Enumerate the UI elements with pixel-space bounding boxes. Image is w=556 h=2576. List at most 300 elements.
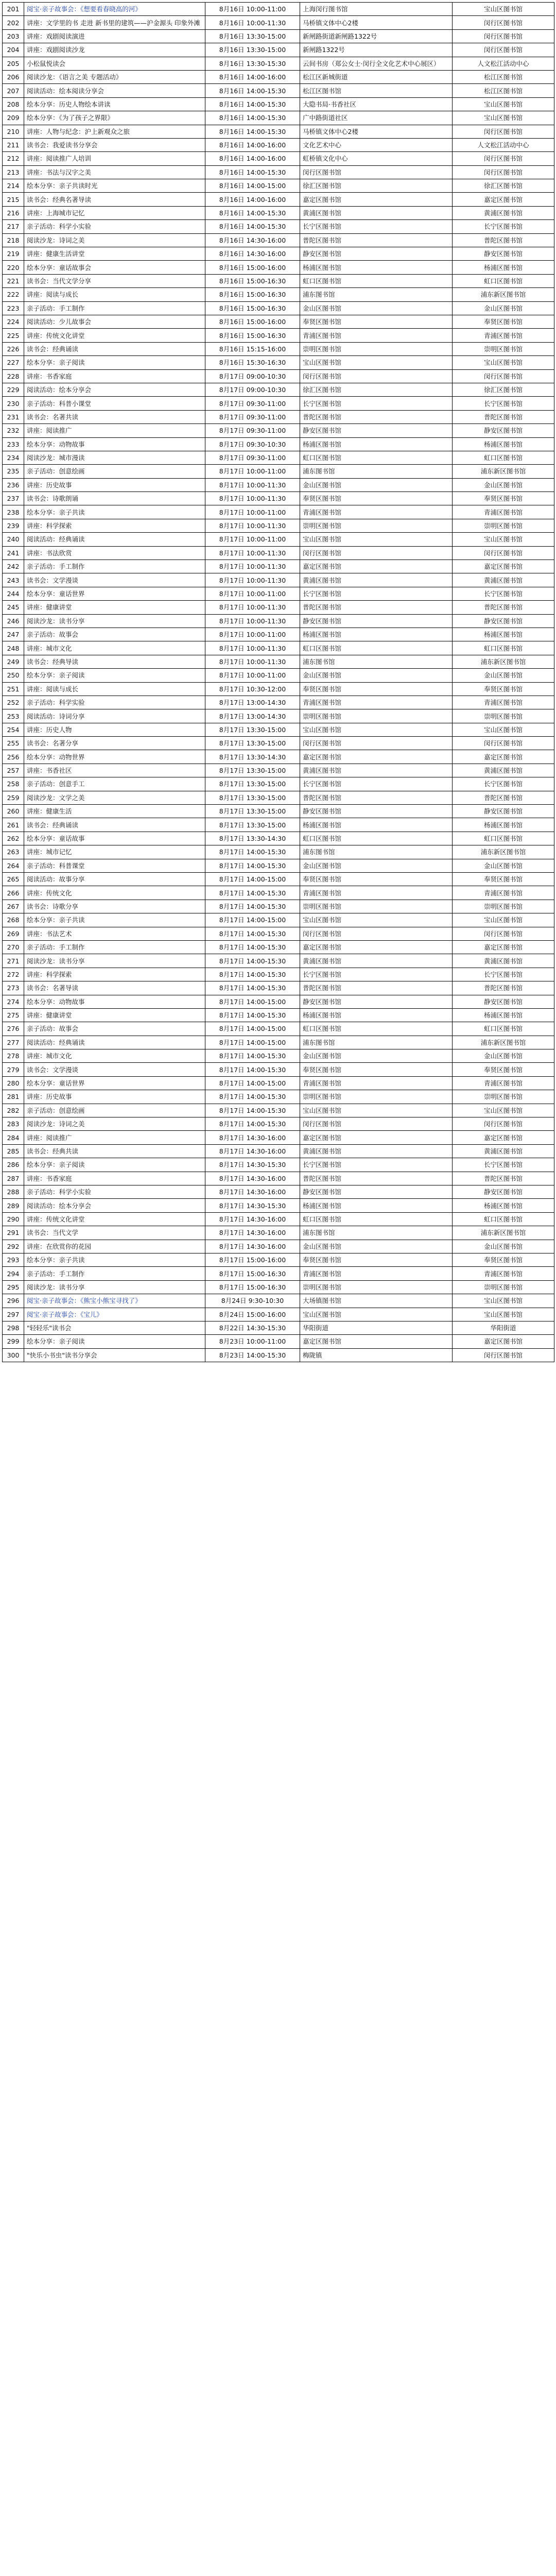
activity-title: 讲座：阅读与成长 <box>24 288 205 301</box>
activity-title: 绘本分享：童话故事 <box>24 832 205 845</box>
activity-title: 阅宝·亲子故事会：《想要看春晓高的河》 <box>24 3 205 16</box>
table-row <box>3 641 554 655</box>
activity-title: 阅读活动：经典诵读 <box>24 1036 205 1049</box>
organizer: 杨浦区图书馆 <box>453 818 554 832</box>
table-row <box>3 709 554 723</box>
row-number: 286 <box>3 1158 24 1172</box>
table-row <box>3 655 554 668</box>
activity-title: 讲座：历史人物 <box>24 723 205 736</box>
table-row <box>3 981 554 995</box>
activity-title: 阅读活动：绘本分享会 <box>24 383 205 396</box>
row-number: 279 <box>3 1063 24 1076</box>
activity-time: 8月16日 14:00-15:30 <box>205 206 300 219</box>
organizer: 普陀区图书馆 <box>453 791 554 804</box>
row-number: 216 <box>3 206 24 219</box>
activity-title: 讲座：书法艺术 <box>24 927 205 940</box>
activity-title: 读书会：经典导读 <box>24 655 205 668</box>
table-row <box>3 233 554 247</box>
activity-time: 8月16日 14:00-16:00 <box>205 152 300 165</box>
activity-venue: 浦东图书馆 <box>300 465 453 478</box>
organizer: 宝山区图书馆 <box>453 1294 554 1308</box>
activity-venue: 浦东图书馆 <box>300 1226 453 1240</box>
row-number: 245 <box>3 601 24 614</box>
activity-title: 小松鼠悦读会 <box>24 57 205 70</box>
activity-title: 阅读活动：绘本分享会 <box>24 1199 205 1212</box>
activity-time: 8月17日 14:00-15:30 <box>205 927 300 940</box>
table-row <box>3 111 554 125</box>
activity-title: 讲座：城市记忆 <box>24 845 205 859</box>
activity-time: 8月16日 14:30-16:00 <box>205 247 300 261</box>
activity-venue: 奉贤区图书馆 <box>300 1063 453 1076</box>
activity-time: 8月16日 14:00-15:30 <box>205 84 300 97</box>
activity-time: 8月16日 15:00-16:30 <box>205 274 300 287</box>
row-number: 246 <box>3 614 24 628</box>
activity-venue: 闵行区图书馆 <box>300 927 453 940</box>
row-number: 213 <box>3 165 24 179</box>
activity-venue: 青浦区图书馆 <box>300 1267 453 1280</box>
row-number: 239 <box>3 519 24 532</box>
activity-title: 读书会：经典诵读 <box>24 818 205 832</box>
organizer: 宝山区图书馆 <box>453 723 554 736</box>
organizer: 宝山区图书馆 <box>453 111 554 125</box>
row-number: 256 <box>3 750 24 764</box>
row-number: 212 <box>3 152 24 165</box>
table-row <box>3 424 554 437</box>
activity-title: 讲座：戏剧阅读沙龙 <box>24 43 205 57</box>
organizer: 人文松江活动中心 <box>453 138 554 151</box>
row-number: 283 <box>3 1117 24 1131</box>
activity-time: 8月16日 14:00-15:00 <box>205 179 300 193</box>
organizer: 闵行区图书馆 <box>453 546 554 560</box>
activity-venue: 金山区图书馆 <box>300 478 453 492</box>
table-row <box>3 383 554 396</box>
row-number: 228 <box>3 369 24 383</box>
row-number: 296 <box>3 1294 24 1308</box>
activity-time: 8月17日 14:00-15:30 <box>205 1008 300 1022</box>
organizer: 黄浦区图书馆 <box>453 206 554 219</box>
activity-title: 讲座：传统文化讲堂 <box>24 1212 205 1226</box>
row-number: 280 <box>3 1076 24 1090</box>
activity-venue: 杨浦区图书馆 <box>300 818 453 832</box>
row-number: 275 <box>3 1008 24 1022</box>
activity-venue: 普陀区图书馆 <box>300 981 453 995</box>
activity-time: 8月17日 10:00-11:30 <box>205 560 300 573</box>
row-number: 227 <box>3 356 24 369</box>
activity-title: 讲座：健康生活讲堂 <box>24 247 205 261</box>
row-number: 299 <box>3 1335 24 1348</box>
activity-title: 绘本分享：童话故事会 <box>24 261 205 274</box>
activity-time: 8月17日 09:30-10:30 <box>205 437 300 451</box>
activity-venue: 普陀区图书馆 <box>300 601 453 614</box>
activity-time: 8月16日 13:30-15:00 <box>205 43 300 57</box>
organizer: 闵行区图书馆 <box>453 369 554 383</box>
row-number: 240 <box>3 533 24 546</box>
activity-title: 讲座：历史故事 <box>24 478 205 492</box>
activity-time: 8月17日 14:00-15:00 <box>205 995 300 1008</box>
activity-title: 阅读活动：经典诵读 <box>24 533 205 546</box>
activity-venue: 黄浦区图书馆 <box>300 954 453 968</box>
organizer: 闵行区图书馆 <box>453 165 554 179</box>
organizer: 华阳街道 <box>453 1321 554 1334</box>
row-number: 292 <box>3 1240 24 1253</box>
activity-title: 读书会：经典名著导读 <box>24 193 205 206</box>
activity-title: 讲座：城市文化 <box>24 1049 205 1063</box>
activity-title: 阅读沙龙：《语言之美 专题活动》 <box>24 70 205 83</box>
activity-venue: 青浦区图书馆 <box>300 1076 453 1090</box>
activity-venue: 金山区图书馆 <box>300 301 453 315</box>
row-number: 271 <box>3 954 24 968</box>
activity-venue: 虹桥镇文化中心 <box>300 152 453 165</box>
table-row <box>3 750 554 764</box>
row-number: 268 <box>3 913 24 927</box>
table-row <box>3 97 554 111</box>
activity-venue: 静安区图书馆 <box>300 247 453 261</box>
row-number: 231 <box>3 410 24 423</box>
row-number: 298 <box>3 1321 24 1334</box>
organizer: 闵行区图书馆 <box>453 152 554 165</box>
activity-title: 绘本分享：亲子阅读 <box>24 669 205 682</box>
activity-venue: 杨浦区图书馆 <box>300 1008 453 1022</box>
organizer: 青浦区图书馆 <box>453 1076 554 1090</box>
row-number: 249 <box>3 655 24 668</box>
activity-venue: 金山区图书馆 <box>300 669 453 682</box>
activity-venue: 杨浦区图书馆 <box>300 628 453 641</box>
activity-venue: 华阳街道 <box>300 1321 453 1334</box>
activity-title: 讲座：健康生活 <box>24 805 205 818</box>
activity-venue: 嘉定区图书馆 <box>300 560 453 573</box>
organizer: 虹口区图书馆 <box>453 274 554 287</box>
activity-title: 阅宝·亲子故事会：《熊宝小熊宝寻找了》 <box>24 1294 205 1308</box>
activity-time: 8月23日 10:00-11:00 <box>205 1335 300 1348</box>
activity-venue: 崇明区图书馆 <box>300 900 453 913</box>
activity-time: 8月17日 10:00-11:30 <box>205 641 300 655</box>
activity-time: 8月17日 14:30-16:00 <box>205 1131 300 1144</box>
table-row <box>3 886 554 900</box>
table-row <box>3 1308 554 1321</box>
row-number: 276 <box>3 1022 24 1036</box>
activity-time: 8月16日 14:00-16:00 <box>205 193 300 206</box>
row-number: 204 <box>3 43 24 57</box>
activity-title: 讲座：历史故事 <box>24 1090 205 1104</box>
row-number: 254 <box>3 723 24 736</box>
activity-venue: 梅陇镇 <box>300 1348 453 1362</box>
table-row <box>3 165 554 179</box>
activity-venue: 黄浦区图书馆 <box>300 206 453 219</box>
activity-venue: 浦东图书馆 <box>300 845 453 859</box>
row-number: 294 <box>3 1267 24 1280</box>
table-row <box>3 261 554 274</box>
activity-time: 8月17日 14:00-15:30 <box>205 954 300 968</box>
row-number: 222 <box>3 288 24 301</box>
row-number: 206 <box>3 70 24 83</box>
activity-title: 绘本分享：亲子阅读 <box>24 1335 205 1348</box>
table-row <box>3 315 554 328</box>
activity-venue: 虹口区图书馆 <box>300 832 453 845</box>
table-row <box>3 1076 554 1090</box>
activity-title: 阅读活动：故事分享 <box>24 873 205 886</box>
organizer: 嘉定区图书馆 <box>453 193 554 206</box>
organizer: 青浦区图书馆 <box>453 1267 554 1280</box>
table-row <box>3 873 554 886</box>
activity-time: 8月16日 15:00-16:00 <box>205 315 300 328</box>
activity-time: 8月17日 10:00-11:30 <box>205 519 300 532</box>
activity-title: 讲座：书法与汉字之美 <box>24 165 205 179</box>
table-row <box>3 1348 554 1362</box>
organizer: 普陀区图书馆 <box>453 1172 554 1185</box>
row-number: 210 <box>3 125 24 138</box>
activity-time: 8月17日 14:00-15:30 <box>205 845 300 859</box>
table-row <box>3 465 554 478</box>
activity-title: "快乐小书虫"读书分享会 <box>24 1348 205 1362</box>
organizer: 嘉定区图书馆 <box>453 1335 554 1348</box>
table-row <box>3 696 554 709</box>
row-number: 266 <box>3 886 24 900</box>
organizer: 徐汇区图书馆 <box>453 383 554 396</box>
activity-venue: 嘉定区图书馆 <box>300 193 453 206</box>
organizer: 闵行区图书馆 <box>453 125 554 138</box>
activity-venue: 松江区图书馆 <box>300 84 453 97</box>
table-row <box>3 818 554 832</box>
activity-title: 讲座：在欣赏你的花园 <box>24 1240 205 1253</box>
row-number: 281 <box>3 1090 24 1104</box>
table-row <box>3 1172 554 1185</box>
activity-venue: 杨浦区图书馆 <box>300 261 453 274</box>
activity-title: 亲子活动：手工制作 <box>24 560 205 573</box>
activity-time: 8月17日 10:00-11:30 <box>205 573 300 587</box>
activity-time: 8月17日 09:30-11:00 <box>205 424 300 437</box>
organizer: 奉贤区图书馆 <box>453 492 554 505</box>
organizer: 崇明区图书馆 <box>453 1090 554 1104</box>
activity-title: 阅宝·亲子故事会：《宝儿》 <box>24 1308 205 1321</box>
organizer: 奉贤区图书馆 <box>453 1063 554 1076</box>
activity-time: 8月17日 13:30-15:00 <box>205 777 300 791</box>
organizer: 金山区图书馆 <box>453 478 554 492</box>
activity-venue: 奉贤区图书馆 <box>300 682 453 696</box>
activity-time: 8月17日 09:30-11:00 <box>205 397 300 410</box>
table-row <box>3 43 554 57</box>
activity-venue: 青浦区图书馆 <box>300 329 453 342</box>
table-row <box>3 125 554 138</box>
table-row <box>3 206 554 219</box>
activity-venue: 文化艺术中心 <box>300 138 453 151</box>
activity-time: 8月16日 14:00-15:30 <box>205 165 300 179</box>
row-number: 219 <box>3 247 24 261</box>
row-number: 277 <box>3 1036 24 1049</box>
activity-venue: 长宁区图书馆 <box>300 968 453 981</box>
activity-title: 讲座：城市文化 <box>24 641 205 655</box>
activity-venue: 静安区图书馆 <box>300 424 453 437</box>
activity-time: 8月17日 14:00-15:00 <box>205 913 300 927</box>
organizer: 金山区图书馆 <box>453 859 554 872</box>
organizer: 奉贤区图书馆 <box>453 873 554 886</box>
organizer: 奉贤区图书馆 <box>453 682 554 696</box>
table-row <box>3 560 554 573</box>
activity-title: 阅读沙龙：城市漫读 <box>24 451 205 464</box>
row-number: 211 <box>3 138 24 151</box>
activity-venue: 徐汇区图书馆 <box>300 383 453 396</box>
activity-time: 8月17日 14:30-16:00 <box>205 1144 300 1158</box>
table-row <box>3 84 554 97</box>
organizer: 崇明区图书馆 <box>453 709 554 723</box>
activity-time: 8月17日 14:30-15:30 <box>205 1158 300 1172</box>
activity-time: 8月16日 10:00-11:30 <box>205 16 300 29</box>
activity-venue: 虹口区图书馆 <box>300 641 453 655</box>
row-number: 288 <box>3 1185 24 1198</box>
activity-time: 8月17日 14:00-15:30 <box>205 981 300 995</box>
table-row <box>3 492 554 505</box>
activity-title: 讲座：书香社区 <box>24 764 205 777</box>
activity-time: 8月17日 14:00-15:00 <box>205 1022 300 1036</box>
activity-time: 8月17日 15:00-16:30 <box>205 1267 300 1280</box>
table-row <box>3 1049 554 1063</box>
row-number: 253 <box>3 709 24 723</box>
organizer: 杨浦区图书馆 <box>453 628 554 641</box>
activity-time: 8月17日 13:00-14:30 <box>205 696 300 709</box>
row-number: 205 <box>3 57 24 70</box>
table-row <box>3 152 554 165</box>
table-row <box>3 791 554 804</box>
organizer: 浦东新区图书馆 <box>453 288 554 301</box>
organizer: 宝山区图书馆 <box>453 3 554 16</box>
activity-title: 读书会：文学漫谈 <box>24 1063 205 1076</box>
row-number: 251 <box>3 682 24 696</box>
table-row <box>3 587 554 600</box>
activity-time: 8月17日 13:30-14:30 <box>205 832 300 845</box>
organizer: 宝山区图书馆 <box>453 356 554 369</box>
table-row <box>3 682 554 696</box>
row-number: 225 <box>3 329 24 342</box>
activity-venue: 崇明区图书馆 <box>300 519 453 532</box>
table-row <box>3 628 554 641</box>
row-number: 260 <box>3 805 24 818</box>
activity-title: 阅读沙龙：诗词之美 <box>24 233 205 247</box>
row-number: 243 <box>3 573 24 587</box>
activity-time: 8月16日 14:00-16:00 <box>205 138 300 151</box>
table-row <box>3 1294 554 1308</box>
row-number: 289 <box>3 1199 24 1212</box>
activity-venue: 普陀区图书馆 <box>300 233 453 247</box>
activity-time: 8月17日 14:00-15:30 <box>205 900 300 913</box>
row-number: 263 <box>3 845 24 859</box>
activity-venue: 长宁区图书馆 <box>300 1158 453 1172</box>
activity-title: 绘本分享：《为了孩子之界限》 <box>24 111 205 125</box>
activity-venue: 奉贤区图书馆 <box>300 492 453 505</box>
organizer: 金山区图书馆 <box>453 1240 554 1253</box>
row-number: 237 <box>3 492 24 505</box>
row-number: 291 <box>3 1226 24 1240</box>
table-row <box>3 3 554 16</box>
row-number: 258 <box>3 777 24 791</box>
row-number: 220 <box>3 261 24 274</box>
activity-title: 讲座：人物与纪念：沪上新观众之旅 <box>24 125 205 138</box>
activity-time: 8月17日 13:00-14:30 <box>205 709 300 723</box>
activity-time: 8月17日 13:30-15:00 <box>205 737 300 750</box>
activity-title: 讲座：文学里的书 走进 新书里的建筑——沪金源头 印象外滩 <box>24 16 205 29</box>
activity-title: 亲子活动：故事会 <box>24 628 205 641</box>
activity-time: 8月16日 15:00-16:30 <box>205 288 300 301</box>
organizer: 长宁区图书馆 <box>453 968 554 981</box>
table-row <box>3 301 554 315</box>
activity-time: 8月17日 10:00-11:00 <box>205 669 300 682</box>
organizer: 闵行区图书馆 <box>453 29 554 43</box>
activity-time: 8月17日 09:30-11:00 <box>205 410 300 423</box>
activity-time: 8月17日 10:00-11:00 <box>205 505 300 519</box>
table-row <box>3 737 554 750</box>
organizer: 静安区图书馆 <box>453 247 554 261</box>
row-number: 257 <box>3 764 24 777</box>
table-row <box>3 1104 554 1117</box>
activity-venue: 嘉定区图书馆 <box>300 1131 453 1144</box>
activity-venue: 嘉定区图书馆 <box>300 940 453 954</box>
activity-title: 读书会：名著分享 <box>24 737 205 750</box>
activity-time: 8月17日 14:00-15:30 <box>205 1063 300 1076</box>
activity-time: 8月17日 14:00-15:00 <box>205 1076 300 1090</box>
organizer: 普陀区图书馆 <box>453 601 554 614</box>
activity-title: 亲子活动：创意绘画 <box>24 1104 205 1117</box>
activity-time: 8月17日 14:00-15:30 <box>205 1049 300 1063</box>
activity-time: 8月17日 14:00-15:00 <box>205 873 300 886</box>
organizer: 闵行区图书馆 <box>453 927 554 940</box>
table-row <box>3 329 554 342</box>
activity-title: 绘本分享：历史人物绘本讲读 <box>24 97 205 111</box>
row-number: 297 <box>3 1308 24 1321</box>
row-number: 273 <box>3 981 24 995</box>
activity-title: 阅读活动：诗词分享 <box>24 709 205 723</box>
activity-time: 8月17日 13:30-14:30 <box>205 750 300 764</box>
activity-title: 亲子活动：手工制作 <box>24 940 205 954</box>
organizer: 嘉定区图书馆 <box>453 1131 554 1144</box>
activity-title: 亲子活动：科学小实验 <box>24 1185 205 1198</box>
organizer: 宝山区图书馆 <box>453 1104 554 1117</box>
row-number: 214 <box>3 179 24 193</box>
activity-time: 8月17日 10:00-11:30 <box>205 546 300 560</box>
activity-venue: 宝山区图书馆 <box>300 533 453 546</box>
activity-venue: 长宁区图书馆 <box>300 220 453 233</box>
table-row <box>3 764 554 777</box>
table-row <box>3 505 554 519</box>
activity-title: 亲子活动：科普小课堂 <box>24 397 205 410</box>
activity-title: 绘本分享：亲子共读 <box>24 1253 205 1266</box>
organizer: 嘉定区图书馆 <box>453 560 554 573</box>
row-number: 236 <box>3 478 24 492</box>
activity-time: 8月17日 10:30-12:00 <box>205 682 300 696</box>
table-row <box>3 288 554 301</box>
organizer: 虹口区图书馆 <box>453 832 554 845</box>
organizer: 杨浦区图书馆 <box>453 1008 554 1022</box>
activity-venue: 崇明区图书馆 <box>300 1280 453 1294</box>
activity-venue: 徐汇区图书馆 <box>300 179 453 193</box>
row-number: 238 <box>3 505 24 519</box>
table-row <box>3 29 554 43</box>
table-row <box>3 832 554 845</box>
organizer: 长宁区图书馆 <box>453 587 554 600</box>
activity-venue: 闵行区图书馆 <box>300 546 453 560</box>
activity-title: 讲座：传统文化讲堂 <box>24 329 205 342</box>
activity-venue: 嘉定区图书馆 <box>300 750 453 764</box>
row-number: 226 <box>3 342 24 355</box>
activity-venue: 金山区图书馆 <box>300 859 453 872</box>
row-number: 259 <box>3 791 24 804</box>
activity-title: 讲座：阅读与成长 <box>24 682 205 696</box>
activity-venue: 长宁区图书馆 <box>300 777 453 791</box>
table-row <box>3 519 554 532</box>
activity-title: 亲子活动：手工制作 <box>24 301 205 315</box>
activity-time: 8月17日 14:00-15:30 <box>205 968 300 981</box>
organizer: 黄浦区图书馆 <box>453 764 554 777</box>
activity-venue: 金山区图书馆 <box>300 1049 453 1063</box>
activity-title: 阅读沙龙：诗词之美 <box>24 1117 205 1131</box>
row-number: 207 <box>3 84 24 97</box>
